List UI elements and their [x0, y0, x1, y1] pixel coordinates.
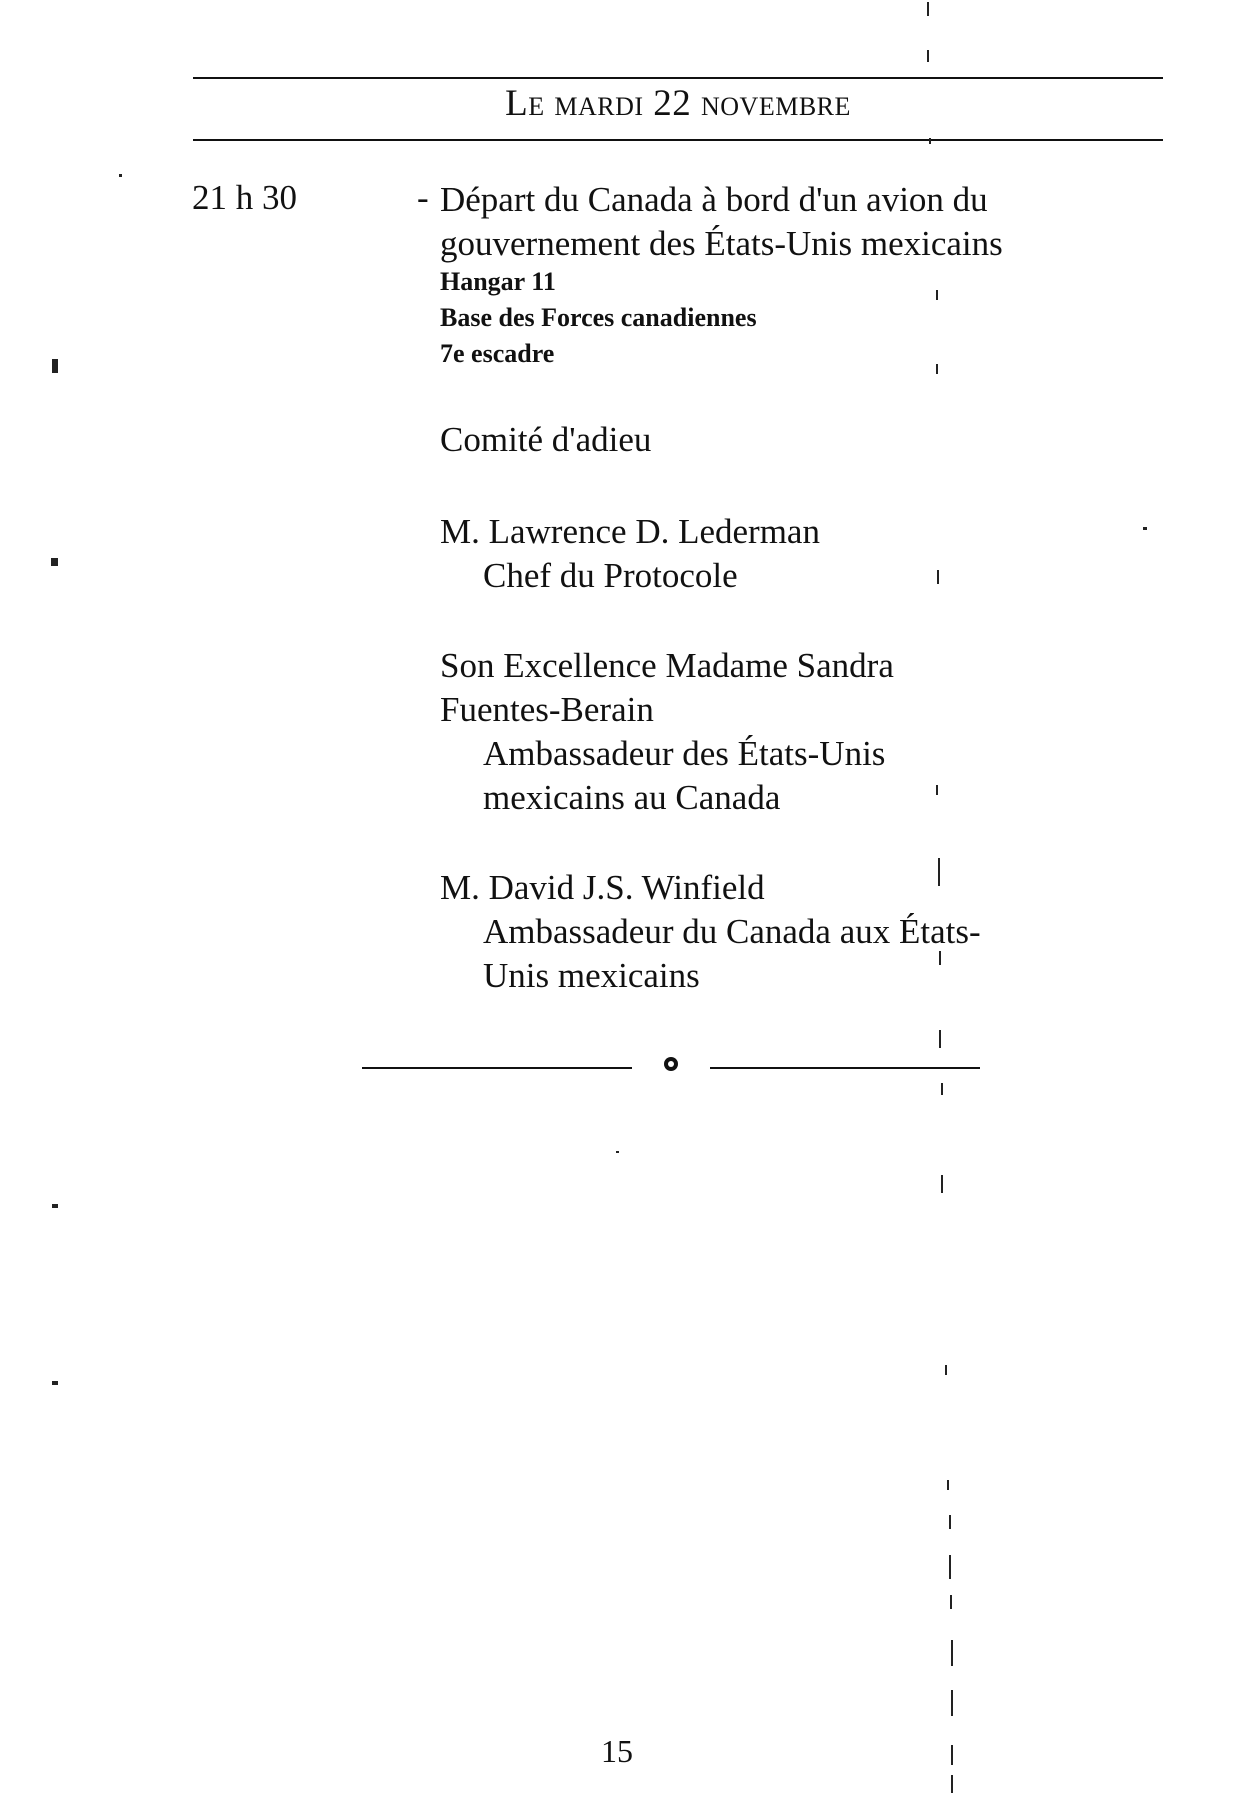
member-role: mexicains au Canada: [483, 778, 781, 817]
farewell-title: Comité d'adieu: [440, 420, 652, 459]
page-number: 15: [601, 1733, 633, 1769]
entry-location: [440, 264, 757, 372]
description-line: gouvernement des États-Unis mexicains: [440, 224, 1003, 263]
entry-time: 21 h 30: [192, 178, 297, 217]
member-name: M. David J.S. Winfield: [440, 868, 765, 907]
page-heading: Le mardi 22 novembre: [505, 83, 851, 124]
farewell-member: [440, 510, 820, 598]
member-role: Chef du Protocole: [483, 556, 738, 595]
closing-rule-left: [362, 1067, 632, 1069]
location-line: Hangar 11: [440, 267, 556, 296]
location-line: Base des Forces canadiennes: [440, 303, 757, 332]
member-name: Son Excellence Madame Sandra: [440, 646, 894, 685]
closing-rule-right: [710, 1067, 980, 1069]
member-role: Ambassadeur des États-Unis: [483, 734, 886, 773]
circle-ornament-icon: [664, 1057, 678, 1071]
location-line: 7e escadre: [440, 339, 555, 368]
description-line: Départ du Canada à bord d'un avion du: [440, 180, 988, 219]
header-bottom-rule: [193, 139, 1163, 141]
member-role: Unis mexicains: [483, 956, 700, 995]
entry-description: [440, 178, 1003, 266]
header-top-rule: [193, 77, 1163, 79]
farewell-member: [440, 644, 894, 820]
entry-dash: -: [417, 178, 429, 217]
member-role: Ambassadeur du Canada aux États-: [483, 912, 981, 951]
member-name: M. Lawrence D. Lederman: [440, 512, 820, 551]
member-name: Fuentes-Berain: [440, 690, 654, 729]
farewell-member: [440, 866, 981, 998]
